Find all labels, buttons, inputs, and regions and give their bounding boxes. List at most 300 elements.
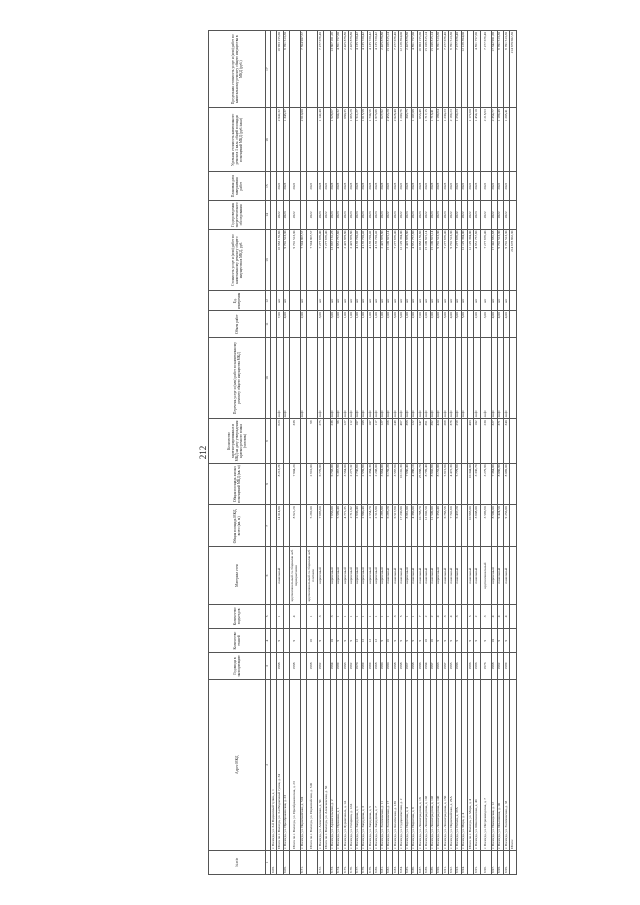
row-price-cap: 9 701 513,30 bbox=[283, 31, 289, 108]
row-address: г. Вологда, ул. Шекснинская, д. 40 bbox=[474, 679, 480, 850]
row-year: 1998 bbox=[307, 653, 318, 679]
row-work-type: лифт bbox=[283, 337, 289, 419]
row-unit: шт bbox=[405, 291, 411, 311]
row-work-type: лифт bbox=[504, 337, 510, 419]
row-number: 6.74. bbox=[336, 850, 342, 874]
row-living-area: 3 564,00 bbox=[343, 463, 349, 505]
column-index: 5 bbox=[266, 604, 271, 628]
column-header: № п/п bbox=[209, 850, 266, 874]
row-total-area: 6 295,20 bbox=[386, 505, 392, 547]
row-work-type: лифт bbox=[393, 337, 399, 419]
total-blank bbox=[510, 629, 516, 653]
row-address: г. Вологда, ул. 3-й Водоемный тупик, д. 1 bbox=[271, 679, 277, 850]
total-blank bbox=[510, 604, 516, 628]
row-volume: 7,00 bbox=[418, 311, 424, 337]
row-work-type: лифт bbox=[443, 337, 449, 419]
row-entrances: 1 bbox=[361, 604, 367, 628]
row-price-cap: 7 277 676,40 bbox=[443, 31, 449, 108]
row-number: 6.89. bbox=[430, 850, 436, 874]
row-address: г. Вологда, ул. Первомайская, д. 29А bbox=[449, 679, 455, 850]
row-work-type: лифт bbox=[491, 337, 497, 419]
row-total-area: 8 921,20 bbox=[289, 505, 300, 547]
row-unit-cost: 627,82 bbox=[380, 108, 386, 172]
row-entrances: 3 bbox=[393, 604, 399, 628]
row-audit-year: 2023 bbox=[436, 201, 442, 230]
row-total-area: 6 783,58 bbox=[443, 505, 449, 547]
row-living-area: 2 384,30 bbox=[368, 463, 374, 505]
row-price-cap: 4 851 757,60 bbox=[474, 31, 480, 108]
row-entrances: 2 bbox=[474, 604, 480, 628]
total-label: Итого: bbox=[510, 679, 516, 850]
row-number: 6.92. bbox=[449, 850, 455, 874]
row-wall-material: кирпичный bbox=[368, 547, 374, 604]
row-year: 1988 bbox=[411, 653, 417, 679]
row-floors: 9 bbox=[418, 629, 424, 653]
row-volume: 4,00 bbox=[436, 311, 442, 337]
row-total-area: 4 771,35 bbox=[343, 505, 349, 547]
row-wall-material: панельный bbox=[468, 547, 474, 604]
row-cost: 9 701 513,30 bbox=[497, 229, 503, 291]
row-total-area: 17 230,80 bbox=[399, 505, 405, 547]
row-cost: 15 109 815,14 bbox=[424, 229, 430, 291]
row-number: 6.78. bbox=[361, 850, 367, 874]
row-volume: 7,00 bbox=[277, 311, 283, 337]
row-completion-date: 2023 bbox=[374, 172, 380, 201]
row-completion-date: 2023 bbox=[330, 172, 336, 201]
row-living-area: 3 336,70 bbox=[474, 463, 480, 505]
row-total-area: 10 993,00 bbox=[468, 505, 474, 547]
row-completion-date: 2022 bbox=[461, 172, 467, 201]
row-audit-year: 2023 bbox=[283, 201, 289, 230]
row-entrances: 1 bbox=[343, 604, 349, 628]
row-unit: шт bbox=[283, 291, 289, 311]
row-work-type: лифт bbox=[300, 337, 306, 419]
row-wall-material: панельный bbox=[504, 547, 510, 604]
row-total-area: 2 513,80 bbox=[374, 505, 380, 547]
row-work-type: лифт bbox=[349, 337, 355, 419]
row-living-area: 8 802,90 bbox=[430, 463, 436, 505]
row-living-area: 8 213,29 bbox=[277, 463, 283, 505]
row-entrances: 1 bbox=[336, 604, 342, 628]
row-audit-year: 2023 bbox=[474, 201, 480, 230]
table-row bbox=[289, 31, 300, 875]
row-year: 1993 bbox=[436, 653, 442, 679]
row-address: г. Вологда, ул. Ильюшина, д. 1Б bbox=[497, 679, 503, 850]
row-year: 1969 bbox=[361, 653, 367, 679]
row-work-type: лифт bbox=[399, 337, 405, 419]
row-completion-date: 2023 bbox=[343, 172, 349, 201]
row-residents: 467 bbox=[399, 419, 405, 463]
row-wall-material: кирпичный bbox=[336, 547, 342, 604]
row-cost: 4 135 720,42 bbox=[368, 229, 374, 291]
row-unit: шт bbox=[430, 291, 436, 311]
row-unit-cost: 1 615,58 bbox=[361, 108, 367, 172]
row-residents: 117 bbox=[374, 419, 380, 463]
row-residents: 108 bbox=[361, 419, 367, 463]
row-price-cap: 4 135 720,42 bbox=[368, 31, 374, 108]
row-completion-date: 2022 bbox=[399, 172, 405, 201]
row-completion-date: 2022 bbox=[480, 172, 491, 201]
row-floors: 12 bbox=[368, 629, 374, 653]
row-floors: 16 bbox=[307, 629, 318, 653]
row-price-cap: 15 109 815,14 bbox=[424, 31, 430, 108]
row-address: г. Вологда, ул. Пушкина, д. 1 bbox=[336, 679, 342, 850]
row-residents: 259 bbox=[455, 419, 461, 463]
row-unit: шт bbox=[355, 291, 361, 311]
row-unit-cost: 1 230,23 bbox=[443, 108, 449, 172]
row-floors: 9 bbox=[318, 629, 324, 653]
total-blank bbox=[510, 108, 516, 172]
row-address: г. Вологда, ул. Алексеевская, д. 50 bbox=[318, 679, 324, 850]
row-price-cap: 9 701 513,30 bbox=[449, 31, 455, 108]
row-residents: 122 bbox=[411, 419, 417, 463]
row-audit-year: 2023 bbox=[405, 201, 411, 230]
row-audit-year: 2022 bbox=[289, 201, 300, 230]
row-unit: шт bbox=[349, 291, 355, 311]
row-completion-date: 2022 bbox=[468, 172, 474, 201]
row-unit: шт bbox=[418, 291, 424, 311]
row-floors: 9 bbox=[436, 629, 442, 653]
row-entrances: 1 bbox=[355, 604, 361, 628]
row-completion-date: 2023 bbox=[411, 172, 417, 201]
row-living-area: 5 915,90 bbox=[443, 463, 449, 505]
row-unit: шт bbox=[277, 291, 283, 311]
row-floors: 9 bbox=[393, 629, 399, 653]
row-completion-date: 2023 bbox=[405, 172, 411, 201]
row-completion-date: 2023 bbox=[318, 172, 324, 201]
row-audit-year: 2022 bbox=[504, 201, 510, 230]
row-work-type: лифт bbox=[430, 337, 436, 419]
row-address: г. Вологда, ул. Запрудная, д. 3 bbox=[361, 679, 367, 850]
row-unit-cost: 1 511,27 bbox=[355, 108, 361, 172]
row-address: г. Вологда, ул. Запрудная, д. 1 bbox=[355, 679, 361, 850]
row-completion-date: 2023 bbox=[443, 172, 449, 201]
row-work-type: лифт bbox=[336, 337, 342, 419]
row-volume bbox=[307, 311, 318, 337]
row-address: Итого по г. Вологда, ул. 3-я Водоемный тупик, д. 34 bbox=[277, 679, 283, 850]
column-index: 4 bbox=[266, 629, 271, 653]
column-index: 13 bbox=[266, 229, 271, 291]
row-volume: 1,00 bbox=[374, 311, 380, 337]
row-unit: шт bbox=[455, 291, 461, 311]
row-audit-year: 2023 bbox=[361, 201, 367, 230]
row-unit-cost: 1 200,76 bbox=[399, 108, 405, 172]
row-volume: 3,00 bbox=[480, 311, 491, 337]
row-year: 1997 bbox=[405, 653, 411, 679]
row-price-cap: 4 135 720,42 bbox=[361, 31, 367, 108]
row-price-cap: 2 425 878,80 bbox=[349, 31, 355, 108]
row-total-area: 12 549,00 bbox=[430, 505, 436, 547]
row-wall-material: кирпичный bbox=[491, 547, 497, 604]
row-living-area: 8 155,00 bbox=[436, 463, 442, 505]
row-year: 1990 bbox=[386, 653, 392, 679]
row-unit-cost: 2 028,40 bbox=[393, 108, 399, 172]
row-address: г. Вологда, ул. Ленинградская, д. 102 bbox=[424, 679, 430, 850]
row-wall-material: панельный bbox=[474, 547, 480, 604]
row-living-area: 2 277,32 bbox=[349, 463, 355, 505]
row-year: 1996 bbox=[474, 653, 480, 679]
row-unit-cost: 1 717,15 bbox=[424, 108, 430, 172]
row-residents: 391 bbox=[424, 419, 430, 463]
row-residents: 398 bbox=[405, 419, 411, 463]
column-header: Количество этажей bbox=[209, 629, 266, 653]
row-completion-date: 2023 bbox=[355, 172, 361, 201]
row-volume: 1,00 bbox=[349, 311, 355, 337]
row-wall-material: панельный bbox=[386, 547, 392, 604]
row-number: 6.95. bbox=[474, 850, 480, 874]
row-wall-material: панельный bbox=[411, 547, 417, 604]
row-work-type: лифт bbox=[449, 337, 455, 419]
row-year: 1986 bbox=[455, 653, 461, 679]
row-unit: шт bbox=[491, 291, 497, 311]
row-volume: 4,00 bbox=[491, 311, 497, 337]
row-unit: шт bbox=[300, 291, 306, 311]
row-entrances: 4 bbox=[436, 604, 442, 628]
row-cost: 2 425 878,80 bbox=[343, 229, 349, 291]
row-residents: 269 bbox=[443, 419, 449, 463]
row-entrances: 4 bbox=[289, 604, 300, 628]
row-living-area: 2 910,00 bbox=[307, 463, 318, 505]
row-total-area: 14 014,80 bbox=[277, 505, 283, 547]
row-cost: 4 851 757,60 bbox=[336, 229, 342, 291]
row-residents: 99 bbox=[307, 419, 318, 463]
row-volume: 3,00 bbox=[393, 311, 399, 337]
row-address: г. Вологда, ул. Бурмагиных, д. 1А bbox=[343, 679, 349, 850]
row-address: г. Вологда, ул. Зосимовская, д. 33 bbox=[504, 679, 510, 850]
row-total-area: 2 936,40 bbox=[355, 505, 361, 547]
row-number: 6.82. bbox=[386, 850, 392, 874]
row-living-area: 25 988,70 bbox=[418, 463, 424, 505]
row-unit: шт bbox=[474, 291, 480, 311]
row-residents: 112 bbox=[349, 419, 355, 463]
row-volume: 2,00 bbox=[474, 311, 480, 337]
row-number bbox=[307, 850, 318, 874]
row-audit-year: 2022 bbox=[386, 201, 392, 230]
row-entrances: 1 bbox=[277, 604, 283, 628]
row-unit-cost bbox=[289, 108, 300, 172]
row-floors: 9 bbox=[474, 629, 480, 653]
row-year: 1988 bbox=[277, 653, 283, 679]
row-wall-material: крупнопанельный bbox=[480, 547, 491, 604]
row-unit bbox=[307, 291, 318, 311]
row-floors: 9 bbox=[277, 629, 283, 653]
row-living-area: 8 069,00 bbox=[504, 463, 510, 505]
row-wall-material: кирпичный bbox=[361, 547, 367, 604]
row-entrances: 4 bbox=[504, 604, 510, 628]
row-unit-cost: 1 873,06 bbox=[374, 108, 380, 172]
row-total-area: 4 295,80 bbox=[380, 505, 386, 547]
row-completion-date: 2023 bbox=[349, 172, 355, 201]
row-cost: 4 135 720,42 bbox=[361, 229, 367, 291]
row-unit-cost: 1 107,08 bbox=[411, 108, 417, 172]
column-header: Адрес МКД bbox=[209, 679, 266, 850]
row-wall-material: панельный bbox=[393, 547, 399, 604]
row-wall-material: кирпичный bbox=[349, 547, 355, 604]
row-unit-cost: 2 042,32 bbox=[277, 108, 283, 172]
row-year: 1983 bbox=[343, 653, 349, 679]
row-residents: 382 bbox=[430, 419, 436, 463]
row-total-area: 10 798,70 bbox=[418, 505, 424, 547]
row-cost: 12 129 394,00 bbox=[468, 229, 474, 291]
row-number: 6.79. bbox=[368, 850, 374, 874]
row-cost: 13 667 161,26 bbox=[330, 229, 336, 291]
row-unit: шт bbox=[318, 291, 324, 311]
row-work-type: лифт bbox=[330, 337, 336, 419]
row-residents: 107 bbox=[368, 419, 374, 463]
row-completion-date: 2022 bbox=[289, 172, 300, 201]
row-unit: шт bbox=[399, 291, 405, 311]
row-wall-material: кирпичный bbox=[380, 547, 386, 604]
column-header: Перечень услуг и (или) работ по капитальному ремонту общего имущества МКД bbox=[209, 337, 266, 419]
row-entrances: 3 bbox=[443, 604, 449, 628]
row-wall-material: кирпичный bbox=[330, 547, 336, 604]
row-number: 6.88. bbox=[424, 850, 430, 874]
row-total-area: 8 861,00 bbox=[405, 505, 411, 547]
row-wall-material: кирпичный bbox=[405, 547, 411, 604]
row-address: г. Вологда, ул. Ленинградская, д. 146 bbox=[436, 679, 442, 850]
row-number bbox=[289, 850, 300, 874]
row-number: 6.84. bbox=[399, 850, 405, 874]
row-cost: 15 109 815,14 bbox=[386, 229, 392, 291]
row-address: г. Вологда, ул. Козлёнская, д. 130 bbox=[393, 679, 399, 850]
row-residents: 86 bbox=[336, 419, 342, 463]
row-living-area: 8 080,80 bbox=[497, 463, 503, 505]
row-entrances: 1 bbox=[380, 604, 386, 628]
row-completion-date: 2023 bbox=[361, 172, 367, 201]
row-address: г. Вологда, ул. Первомайская, д. 51Б bbox=[300, 679, 306, 850]
row-living-area: 2 208,00 bbox=[374, 463, 380, 505]
row-unit-cost: 1 142,40 bbox=[318, 108, 324, 172]
row-living-area: 4 472,30 bbox=[449, 463, 455, 505]
row-price-cap: 7 594 907,57 bbox=[300, 31, 306, 108]
table-row bbox=[480, 31, 491, 875]
page-number: 212 bbox=[198, 445, 208, 460]
row-total-area: 7 741,60 bbox=[449, 505, 455, 547]
row-unit: шт bbox=[424, 291, 430, 311]
row-work-type: лифт bbox=[436, 337, 442, 419]
row-number: 6.99. bbox=[504, 850, 510, 874]
row-completion-date: 2023 bbox=[283, 172, 289, 201]
row-completion-date: 2023 bbox=[393, 172, 399, 201]
table-body bbox=[271, 31, 517, 875]
row-entrances: 2 bbox=[430, 604, 436, 628]
row-living-area: 3 279,80 bbox=[480, 463, 491, 505]
row-entrances: 1 bbox=[405, 604, 411, 628]
row-cost: 4 851 757,60 bbox=[474, 229, 480, 291]
row-price-cap: 16 983 155,60 bbox=[277, 31, 283, 108]
row-floors: 9 bbox=[405, 629, 411, 653]
column-header: Количество подъездов bbox=[209, 604, 266, 628]
row-audit-year: 2023 bbox=[355, 201, 361, 230]
row-number: 6.77. bbox=[355, 850, 361, 874]
row-living-area: 10 101,30 bbox=[399, 463, 405, 505]
row-volume: 4,00 bbox=[497, 311, 503, 337]
row-number: 6.86. bbox=[411, 850, 417, 874]
total-blank bbox=[510, 291, 516, 311]
row-cost: 9 701 513,30 bbox=[504, 229, 510, 291]
row-floors: 9 bbox=[480, 629, 491, 653]
row-price-cap bbox=[289, 31, 300, 108]
row-unit-cost: 904,32 bbox=[336, 108, 342, 172]
row-price-cap: 17 342 981,68 bbox=[491, 31, 497, 108]
row-work-type: лифт bbox=[497, 337, 503, 419]
row-wall-material: кирпичный bbox=[374, 547, 380, 604]
row-floors: 9 bbox=[336, 629, 342, 653]
column-index: 9 bbox=[266, 419, 271, 463]
row-unit: шт bbox=[368, 291, 374, 311]
row-work-type: лифт bbox=[355, 337, 361, 419]
row-number: 6.94. bbox=[461, 850, 467, 874]
row-total-area: 12 602,50 bbox=[424, 505, 430, 547]
column-index: 12 bbox=[266, 291, 271, 311]
row-entrances: 1 bbox=[411, 604, 417, 628]
row-wall-material: кирпичный bbox=[436, 547, 442, 604]
row-wall-material: крупнопанельный со сборными ж/б плитами bbox=[307, 547, 318, 604]
row-address: г. Вологда, ул. Пионерская, д. 12 bbox=[491, 679, 497, 850]
row-work-type: лифт bbox=[374, 337, 380, 419]
row-living-area: 6 770,00 bbox=[318, 463, 324, 505]
row-residents: 166 bbox=[386, 419, 392, 463]
row-work-type: лифт bbox=[318, 337, 324, 419]
row-work-type bbox=[307, 337, 318, 419]
row-total-area: 5 292,00 bbox=[307, 505, 318, 547]
total-blank bbox=[510, 337, 516, 419]
row-audit-year: 2022 bbox=[455, 201, 461, 230]
row-completion-date: 2022 bbox=[424, 172, 430, 201]
row-residents: 127 bbox=[380, 419, 386, 463]
row-year: 1990 bbox=[380, 653, 386, 679]
row-address: г. Вологда, ул. Пирогова, д. 6 bbox=[411, 679, 417, 850]
row-floors: 12 bbox=[361, 629, 367, 653]
row-number: 6.93. bbox=[455, 850, 461, 874]
row-address: г. Вологда, ул. Зосимовская, д. 17 bbox=[386, 679, 392, 850]
row-wall-material: панельный bbox=[497, 547, 503, 604]
row-volume: 1,00 bbox=[355, 311, 361, 337]
row-total-area: 9 256,00 bbox=[504, 505, 510, 547]
row-unit-cost: 1 343,37 bbox=[283, 108, 289, 172]
row-unit: шт bbox=[361, 291, 367, 311]
row-price-cap: 9 701 513,30 bbox=[504, 31, 510, 108]
row-price-cap: 16 983 155,60 bbox=[418, 31, 424, 108]
row-cost: 7 594 907,57 bbox=[307, 229, 318, 291]
row-audit-year: 2022 bbox=[491, 201, 497, 230]
column-header: Стоимость услуг и (или) работ по капитальному ремонту общего имущества в МКД, руб. bbox=[209, 229, 266, 291]
column-header: Общая площадь жилых помещений МКД (кв. м) bbox=[209, 463, 266, 505]
row-living-area: 7 986,40 bbox=[405, 463, 411, 505]
row-wall-material: кирпичный bbox=[318, 547, 324, 604]
column-index: 8 bbox=[266, 463, 271, 505]
row-total-area: 3 608,00 bbox=[474, 505, 480, 547]
row-floors: 9 bbox=[399, 629, 405, 653]
row-completion-date: 2023 bbox=[380, 172, 386, 201]
row-volume: 2,00 bbox=[336, 311, 342, 337]
row-audit-year: 2023 bbox=[368, 201, 374, 230]
row-entrances: 3 bbox=[318, 604, 324, 628]
row-floors: 16 bbox=[386, 629, 392, 653]
row-audit-year: 2023 bbox=[411, 201, 417, 230]
row-audit-year: 2022 bbox=[468, 201, 474, 230]
row-floors: 12 bbox=[355, 629, 361, 653]
row-unit-cost: 1 734,56 bbox=[368, 108, 374, 172]
column-index: 15 bbox=[266, 172, 271, 201]
row-audit-year: 2023 bbox=[443, 201, 449, 230]
row-volume: 2,00 bbox=[430, 311, 436, 337]
row-floors: 16 bbox=[430, 629, 436, 653]
table-header-row bbox=[209, 31, 266, 875]
row-audit-year: 2022 bbox=[324, 201, 330, 230]
total-blank bbox=[510, 172, 516, 201]
row-address: Итого по г. Вологда, ул. Алексеевская, д. 50 bbox=[324, 679, 330, 850]
